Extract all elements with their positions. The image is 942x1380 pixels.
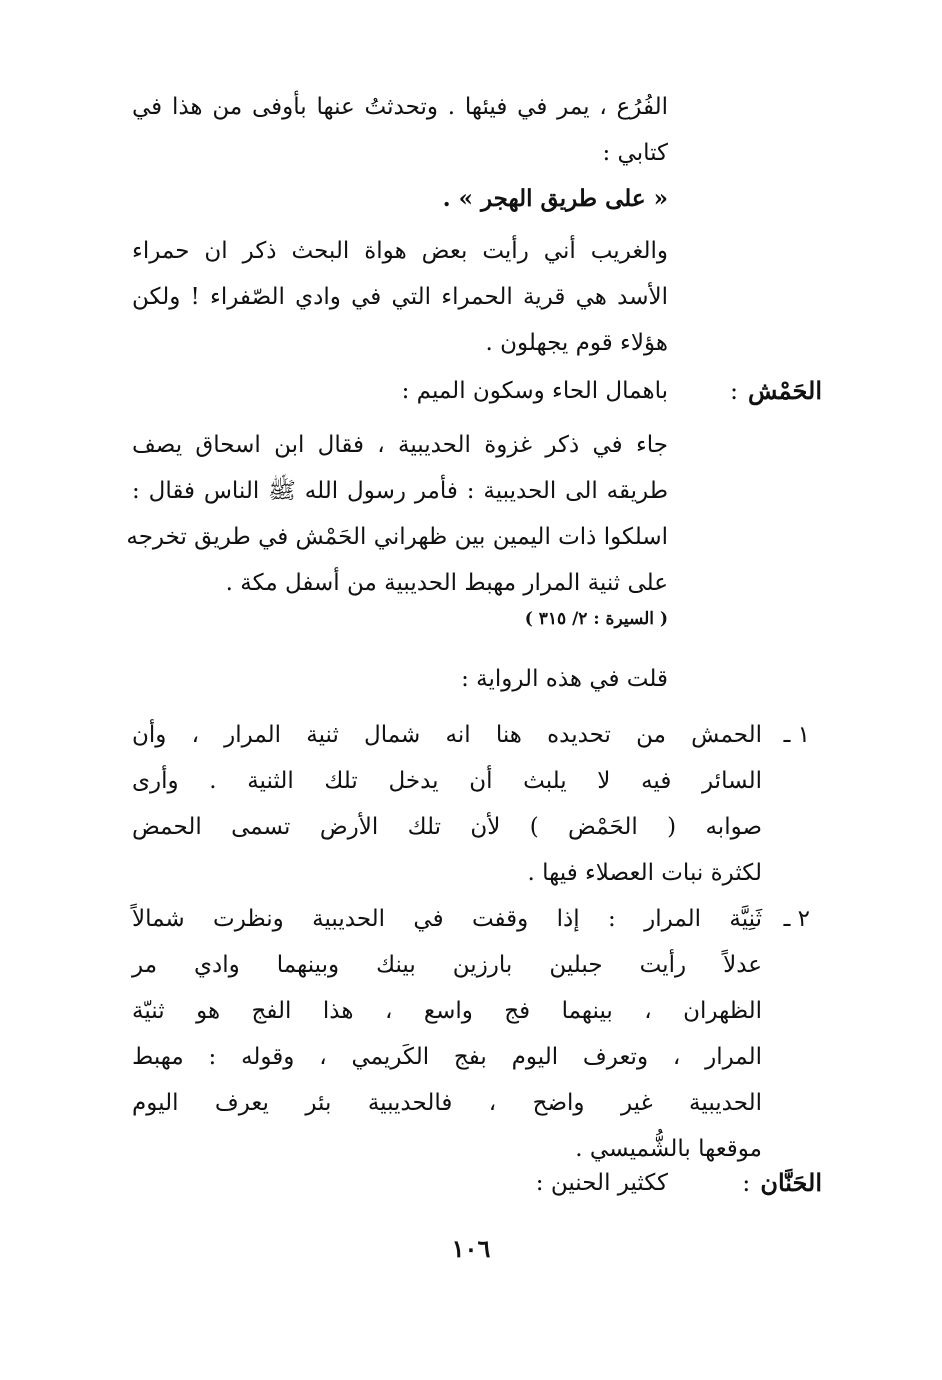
list-item-line: صوابه ( الحَمْض ) لأن تلك الأرض تسمى الحمض (132, 814, 762, 840)
citation: ( السيرة : ٢/ ٣١٥ ) (524, 609, 668, 629)
text-line: اسلكوا ذات اليمين بين ظهراني الحَمْش في طريق تخرجه (126, 524, 668, 550)
text-line: على ثنية المرار مهبط الحديبية من أسفل مكة . (225, 570, 668, 596)
text-line: هؤلاء قوم يجهلون . (485, 330, 668, 356)
text-line: والغريب أني رأيت بعض هواة البحث ذكر ان حمراء (132, 238, 668, 264)
entry-term: الحَمْش (748, 376, 822, 405)
entry-heading-hamsh (712, 368, 822, 414)
list-number: ١ ـ (783, 722, 810, 748)
entry-colon: : (729, 377, 739, 405)
page-number: ١٠٦ (451, 1234, 491, 1263)
comment-intro: قلت في هذه الرواية : (461, 666, 668, 692)
list-item-line: عدلاً رأيت جبلين بارزين بينك وبينهما وادي مر (132, 952, 762, 978)
list-item-line: ثَنِيَّة المرار : إذا وقفت في الحديبية ونظرت شمالاً (132, 906, 762, 932)
list-number: ٢ ـ (783, 906, 810, 932)
text-line: جاء في ذكر غزوة الحديبية ، فقال ابن اسحاق يصف (132, 432, 668, 458)
list-item-line: الظهران ، بينهما فج واسع ، هذا الفج هو ثنيّة (132, 998, 762, 1024)
list-item-line: المرار ، وتعرف اليوم بفج الكَريمي ، وقوله : مهبط (132, 1044, 762, 1070)
list-item-line: السائر فيه لا يلبث أن يدخل تلك الثنية . وأرى (132, 768, 762, 794)
entry-term: الحَنَّان (760, 1168, 822, 1197)
book-title-line: « على طريق الهجر » . (442, 185, 668, 212)
text-line: طريقه الى الحديبية : فأمر رسول الله ﷺ الناس فقال : (132, 478, 668, 504)
entry-definition: باهمال الحاء وسكون الميم : (401, 378, 668, 404)
list-item-line: الحمش من تحديده هنا انه شمال ثنية المرار ، وأن (132, 722, 762, 748)
list-item-line: الحديبية غير واضح ، فالحديبية بئر يعرف اليوم (132, 1090, 762, 1116)
entry-heading-hannan (712, 1160, 822, 1206)
list-item-line: لكثرة نبات العصلاء فيها . (527, 860, 762, 886)
entry-definition: ككثير الحنين : (535, 1170, 668, 1196)
text-line: كتابي : (602, 140, 668, 166)
text-line: الفُرُع ، يمر في فيئها . وتحدثتُ عنها بأوفى من هذا في (132, 94, 668, 120)
text-line: الأسد هي قرية الحمراء التي في وادي الصّفراء ! ولكن (132, 284, 668, 310)
list-item-line: موقعها بالشُّميسي . (575, 1136, 762, 1162)
entry-colon: : (742, 1169, 751, 1197)
